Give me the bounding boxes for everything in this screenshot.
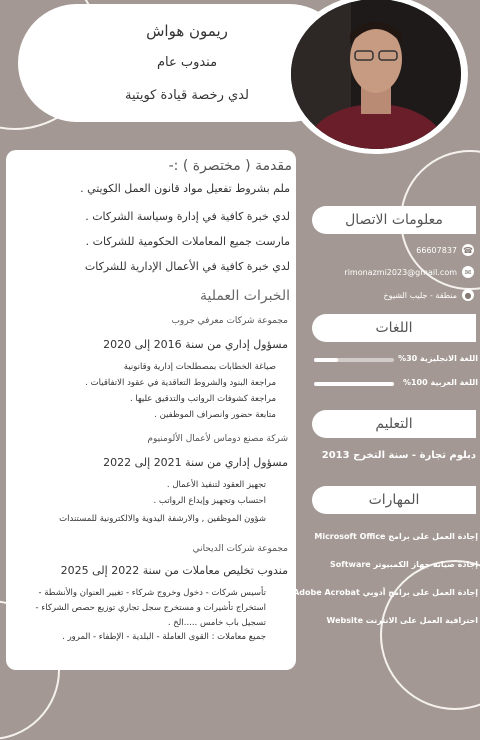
company-name: مجموعة شركات معرفي جروب [171, 316, 288, 326]
summary-line: ملم بشروط تفعيل مواد قانون العمل الكويتي . [80, 182, 290, 195]
experience-title: الخبرات العملية [199, 288, 290, 304]
summary-title: مقدمة ( مختصرة ) :- [168, 158, 292, 174]
job-role: مسؤول إداري من سنة 2021 إلى 2022 [103, 456, 288, 469]
job-duty: تجهيز العقود لتنفيذ الأعمال . [166, 480, 266, 490]
job-duty: تأسيس شركات - دخول وخروج شركاء - تغيير العنوان والأنشطة - استخراج تأشيرات و مستخرج سجل تجاري توزيع حصص الشركاء - تسجيل باب خامس .....الخ . [35, 588, 266, 628]
job-duty: جميع معاملات : القوى العاملة - البلدية - الإطفاء - المرور . [62, 632, 266, 642]
skill-item: إجادة صيانة جهاز الكمبيوتر Software [329, 560, 478, 569]
summary-line: مارست جميع المعاملات الحكومية للشركات . [85, 235, 290, 248]
languages-section-title: اللغات [312, 314, 476, 342]
language-bar-arabic [314, 382, 394, 386]
summary-line: لدي خبرة كافية في إدارة وسياسة الشركات . [85, 210, 290, 223]
license-note: لدي رخصة قيادة كويتية [125, 88, 249, 103]
company-name: شركة مصنع دوماس لأعمال الألومنيوم [147, 434, 288, 444]
phone-icon: ☎ [463, 245, 473, 255]
contact-address [384, 289, 474, 301]
job-duty: متابعة حضور وانصراف الموظفين . [154, 410, 276, 420]
contact-section-title: معلومات الاتصال [312, 206, 476, 234]
job-duty: صياغة الخطابات بمصطلحات إدارية وقانونية [123, 362, 276, 372]
email-address: rimonazmi2023@gmail.com [344, 267, 457, 277]
skills-section-title: المهارات [312, 486, 476, 514]
contact-phone [416, 244, 474, 256]
company-name: مجموعة شركات الديحاني [192, 544, 288, 554]
person-name: ريمون هواش [146, 22, 228, 40]
photo-frame [284, 0, 468, 154]
job-duty: احتساب وتجهيز وإيداع الرواتب . [153, 496, 266, 506]
decorative-ring [380, 560, 480, 710]
job-duty: شؤون الموظفين , والارشفة اليدوية والالكترونية للمستندات [59, 514, 266, 524]
skill-item: إجادة العمل على برامج Microsoft Office [314, 532, 478, 541]
job-role: مندوب تخليص معاملات من سنة 2022 إلى 2025 [60, 564, 288, 577]
education-section-title: التعليم [312, 410, 476, 438]
language-english: اللغة الانجليزية 30% [398, 354, 478, 363]
job-duty: مراجعة البنود والشروط التعاقدية في عقود الاتفاقيات . [85, 378, 276, 388]
job-title: مندوب عام [156, 55, 218, 70]
skill-item: احترافية العمل على الانترنت Website [326, 616, 478, 625]
person-silhouette-icon [291, 0, 461, 149]
summary-line: لدي خبرة كافية في الأعمال الإدارية للشركات [84, 260, 290, 273]
skill-item: إجادة العمل على برامج أدوبي Adobe Acrobat [293, 588, 478, 597]
language-bar-english [314, 358, 338, 362]
address-text: منطقة - جليب الشيوخ [383, 290, 457, 300]
language-arabic: اللغة العربية 100% [402, 378, 478, 387]
job-duty: مراجعة كشوفات الرواتب والتدقيق عليها . [130, 394, 276, 404]
location-icon: ● [462, 289, 474, 301]
phone-number: 66607837 [416, 245, 457, 255]
mail-icon: ✉ [462, 266, 474, 278]
profile-photo [291, 0, 461, 149]
job-role: مسؤول إداري من سنة 2016 إلى 2020 [103, 338, 288, 351]
education-text: دبلوم تجارة - سنة التخرج 2013 [321, 450, 476, 461]
contact-email [344, 266, 474, 278]
main-panel [6, 150, 296, 670]
